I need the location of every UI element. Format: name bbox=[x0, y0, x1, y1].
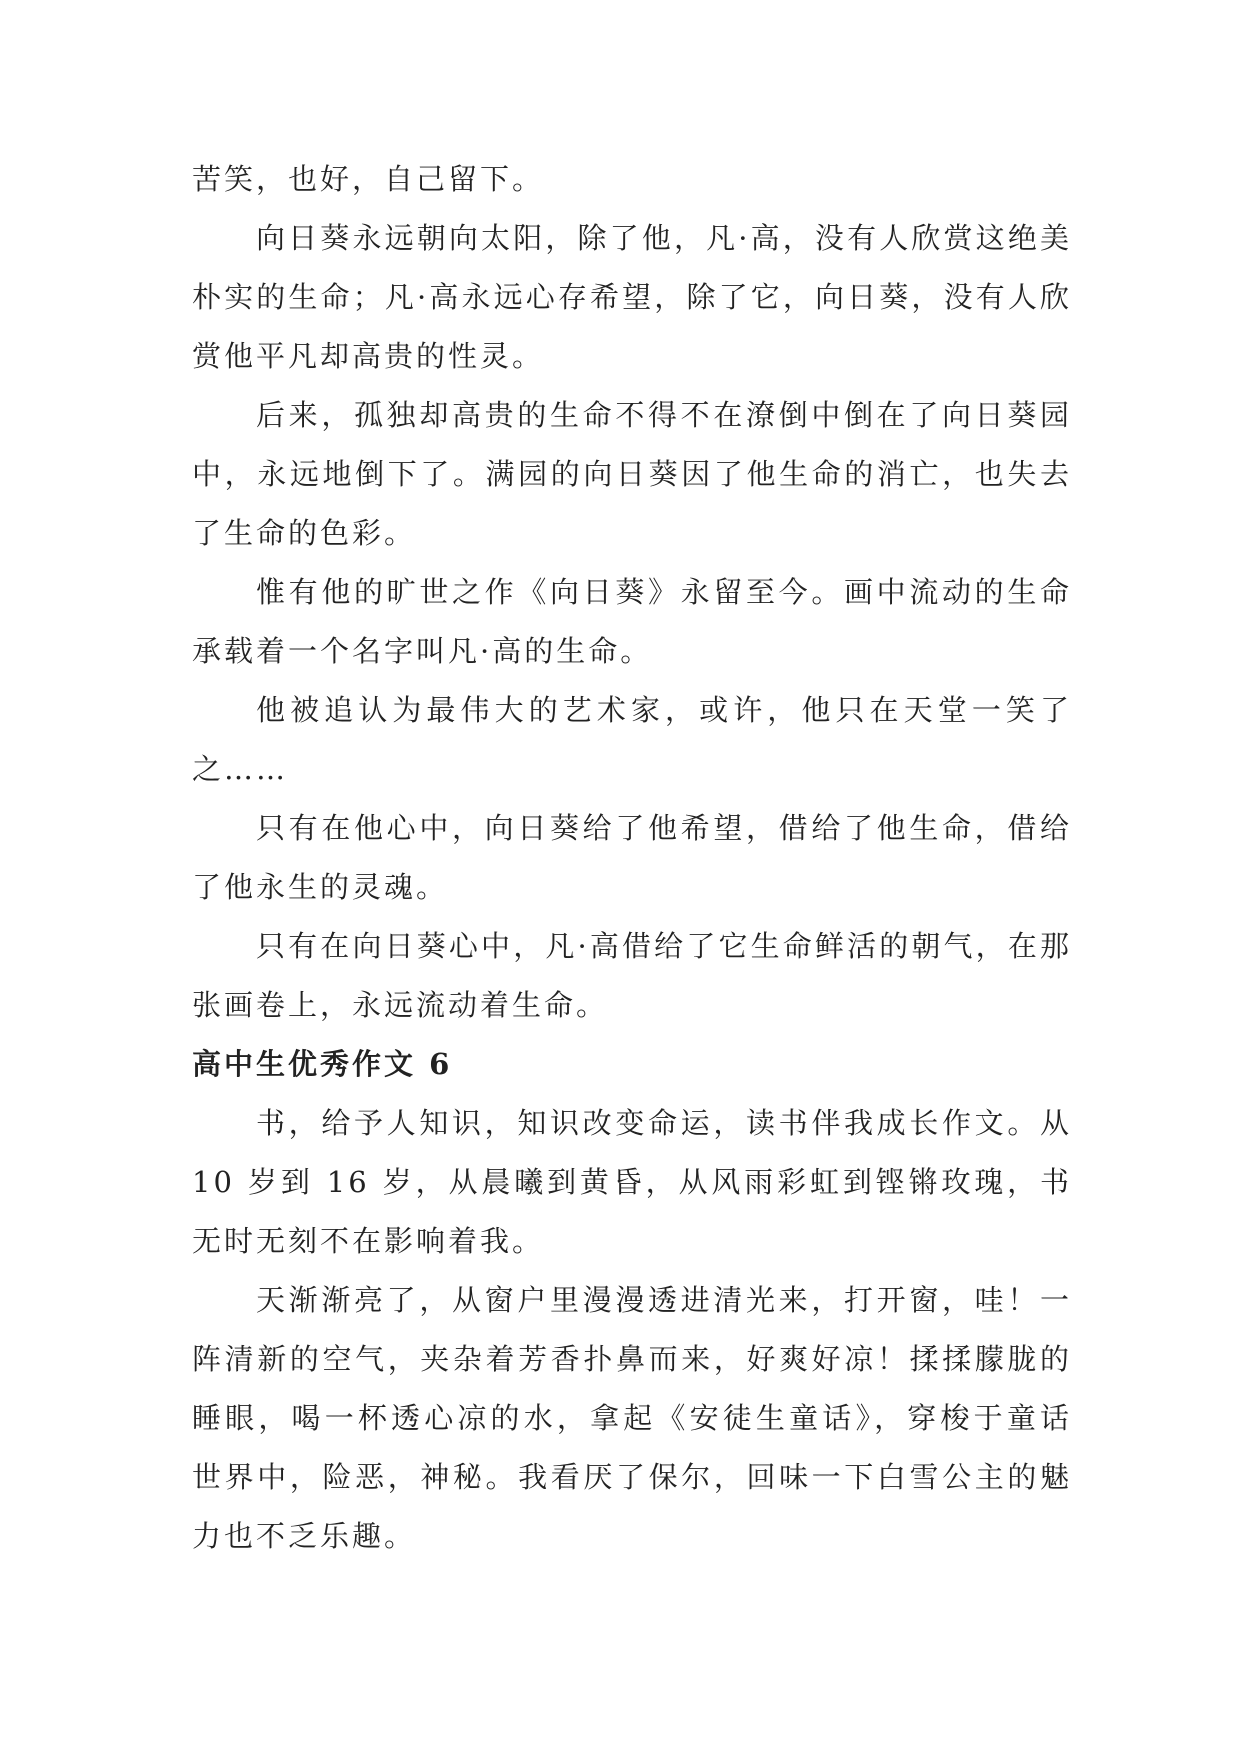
paragraph: 惟有他的旷世之作《向日葵》永留至今。画中流动的生命承载着一个名字叫凡·高的生命。 bbox=[192, 575, 1072, 668]
paragraph: 天渐渐亮了，从窗户里漫漫透进清光来，打开窗，哇！一阵清新的空气，夹杂着芳香扑鼻而来，好爽好凉！揉揉朦胧的睡眼，喝一杯透心凉的水，拿起《安徒生童话》，穿梭于童话世界中，险恶，神秘。我看厌了保尔，回味一下白雪公主的魅力也不乏乐趣。 bbox=[192, 1283, 1072, 1553]
section-title: 高中生优秀作文 6 bbox=[192, 1047, 453, 1081]
paragraph: 只有在向日葵心中，凡·高借给了它生命鲜活的朝气，在那张画卷上，永远流动着生命。 bbox=[192, 929, 1072, 1022]
paragraph-continuation: 苦笑，也好，自己留下。 bbox=[192, 162, 545, 196]
paragraph: 只有在他心中，向日葵给了他希望，借给了他生命，借给了他永生的灵魂。 bbox=[192, 811, 1072, 904]
paragraph: 后来，孤独却高贵的生命不得不在潦倒中倒在了向日葵园中，永远地倒下了。满园的向日葵因了他生命的消亡，也失去了生命的色彩。 bbox=[192, 398, 1072, 550]
paragraph: 书，给予人知识，知识改变命运，读书伴我成长作文。从 10 岁到 16 岁，从晨曦到黄昏，从风雨彩虹到铿锵玫瑰，书无时无刻不在影响着我。 bbox=[192, 1106, 1072, 1258]
paragraph: 向日葵永远朝向太阳，除了他，凡·高，没有人欣赏这绝美朴实的生命；凡·高永远心存希望，除了它，向日葵，没有人欣赏他平凡却高贵的性灵。 bbox=[192, 221, 1072, 373]
paragraph: 他被追认为最伟大的艺术家，或许，他只在天堂一笑了之…… bbox=[192, 693, 1072, 786]
document-page bbox=[192, 150, 1072, 1566]
